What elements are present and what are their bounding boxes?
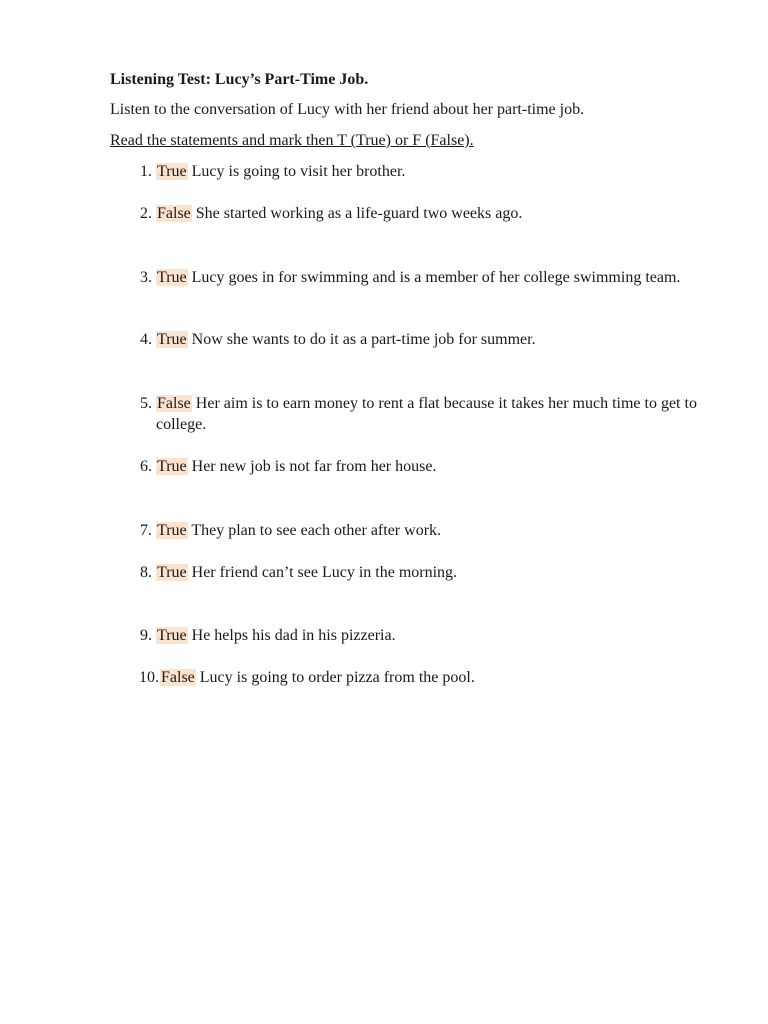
list-item (128, 562, 728, 583)
list-item (128, 329, 728, 350)
answer-highlight: True (157, 458, 187, 475)
intro-text: Listen to the conversation of Lucy with her friend about her part-time job. (110, 101, 585, 118)
item-number: 5. (140, 395, 152, 412)
instruction-text: Read the statements and mark then T (True) or F (False). (110, 132, 474, 149)
list-item (128, 625, 728, 646)
list-item (128, 667, 728, 688)
answer-highlight: True (157, 627, 187, 644)
answer-highlight: False (157, 205, 191, 222)
list-item (128, 520, 728, 541)
statement-text: He helps his dad in his pizzeria. (187, 627, 396, 644)
item-number: 9. (140, 627, 152, 644)
item-number: 6. (140, 458, 152, 475)
item-number: 3. (140, 269, 152, 286)
answer-highlight: False (161, 669, 195, 686)
item-number: 1. (140, 163, 152, 180)
item-number: 8. (140, 564, 152, 581)
answer-highlight: False (157, 395, 191, 412)
item-number: 2. (140, 205, 152, 222)
answer-highlight: True (157, 564, 187, 581)
answer-highlight: True (157, 163, 187, 180)
item-number: 4. (140, 331, 152, 348)
document-title: Listening Test: Lucy’s Part-Time Job. (110, 71, 369, 88)
statement-text: Her friend can’t see Lucy in the morning. (187, 564, 458, 581)
item-number: 10. (139, 669, 159, 686)
list-item (128, 267, 728, 288)
statement-text: They plan to see each other after work. (187, 522, 442, 539)
item-number: 7. (140, 522, 152, 539)
statement-text: Now she wants to do it as a part-time job for summer. (187, 331, 536, 348)
list-item (128, 161, 728, 182)
statement-text: Lucy is going to visit her brother. (187, 163, 406, 180)
statement-text: Lucy is going to order pizza from the pool. (195, 669, 475, 686)
list-item (128, 393, 728, 435)
statement-text: She started working as a life-guard two weeks ago. (191, 205, 523, 222)
answer-highlight: True (157, 522, 187, 539)
list-item (128, 456, 728, 477)
statement-text: Lucy goes in for swimming and is a member of her college swimming team. (187, 269, 681, 286)
answer-highlight: True (157, 269, 187, 286)
answer-highlight: True (157, 331, 187, 348)
list-item (128, 203, 728, 224)
statement-text: Her new job is not far from her house. (187, 458, 437, 475)
statement-text: Her aim is to earn money to rent a flat because it takes her much time to get to college. (156, 395, 697, 433)
